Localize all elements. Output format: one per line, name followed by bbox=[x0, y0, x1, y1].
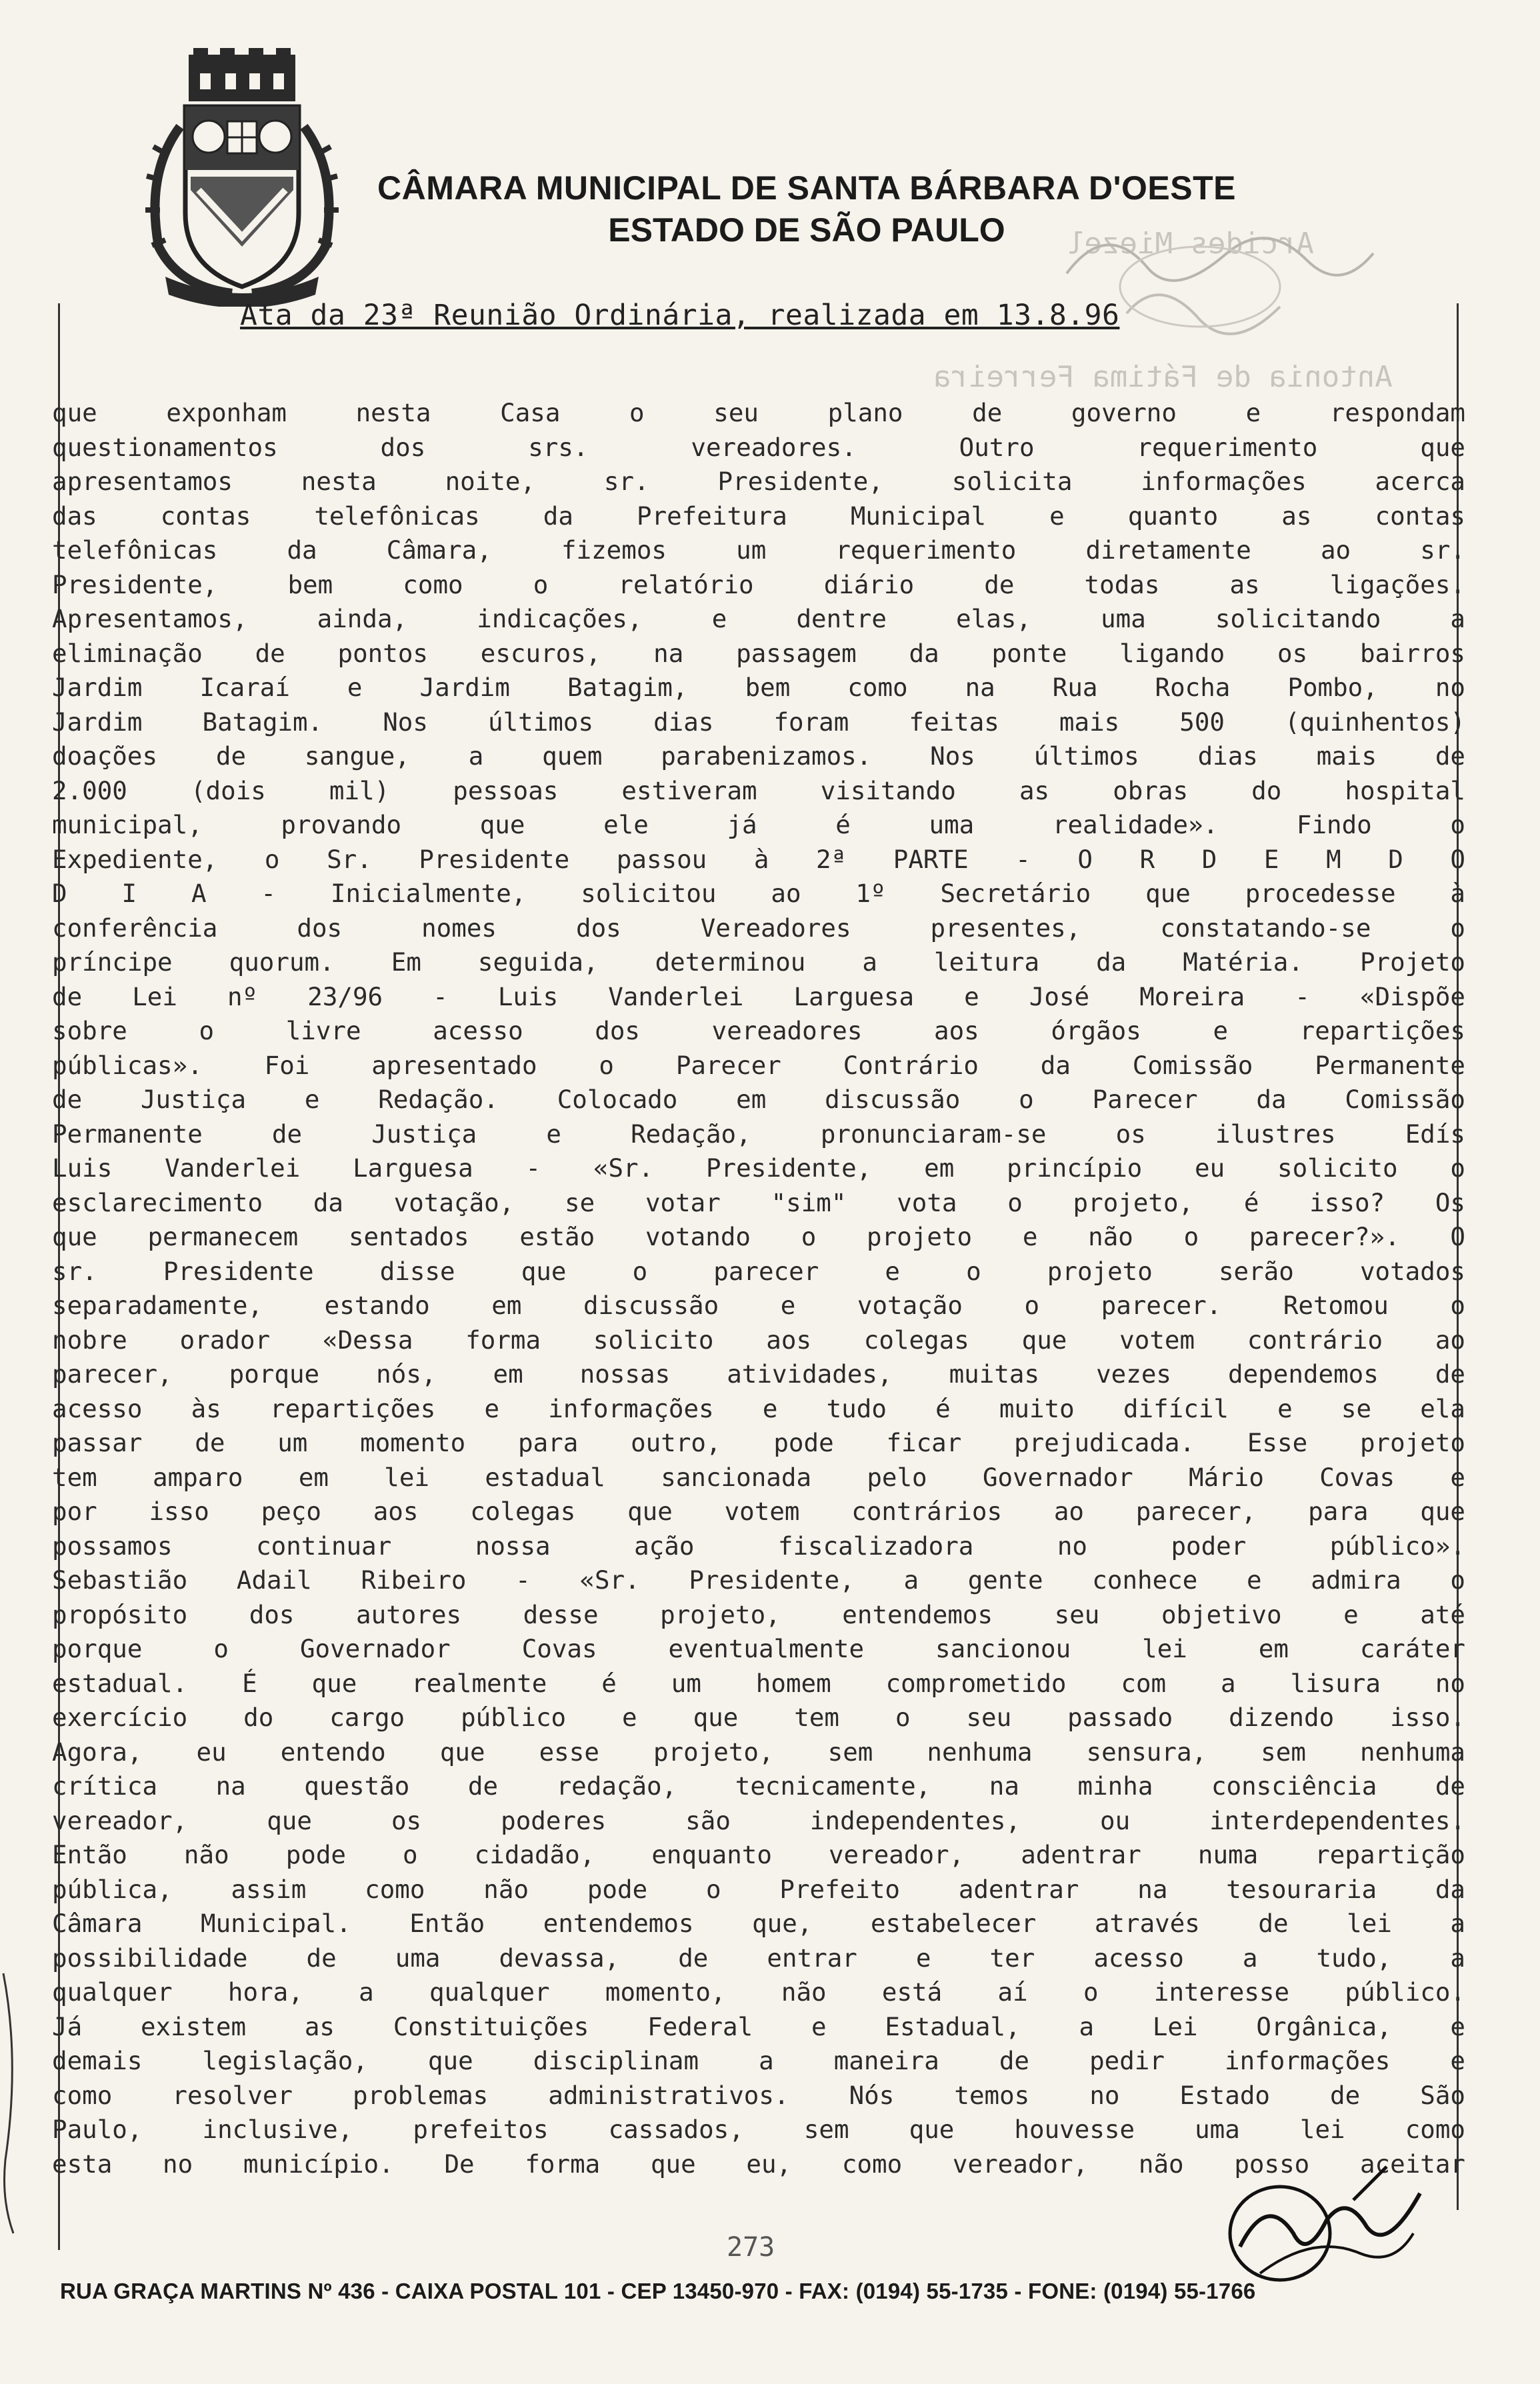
handwritten-signature bbox=[1027, 193, 1400, 393]
text-line: 2.000 (dois mil) pessoas estiveram visitando as obras do hospital bbox=[52, 775, 1465, 805]
text-line: questionamentos dos srs. vereadores. Outro requerimento que bbox=[52, 432, 1465, 462]
text-line: separadamente, estando em discussão e votação o parecer. Retomou o bbox=[52, 1291, 1465, 1320]
page-number: 273 bbox=[727, 2232, 775, 2263]
text-line: passar de um momento para outro, pode ficar prejudicada. Esse projeto bbox=[52, 1428, 1465, 1457]
text-line: Permanente de Justiça e Redação, pronunciaram-se os ilustres Edís bbox=[52, 1119, 1465, 1149]
text-line: vereador, que os poderes são independentes, ou interdependentes. bbox=[52, 1805, 1465, 1835]
text-line: estadual. É que realmente é um homem comprometido com a lisura no bbox=[52, 1668, 1465, 1698]
text-line: exercício do cargo público e que tem o seu passado dizendo isso. bbox=[52, 1703, 1465, 1732]
text-line: de Lei nº 23/96 - Luis Vanderlei Larguesa e José Moreira - «Dispõe bbox=[52, 981, 1465, 1011]
text-line: municipal, provando que ele já é uma realidade». Findo o bbox=[52, 810, 1465, 839]
text-line: Expediente, o Sr. Presidente passou à 2ª PARTE - O R D E M D O bbox=[52, 844, 1465, 874]
text-line: Apresentamos, ainda, indicações, e dentre elas, uma solicitando a bbox=[52, 604, 1465, 633]
text-line: propósito dos autores desse projeto, entendemos seu objetivo e até bbox=[52, 1599, 1465, 1629]
text-line: doações de sangue, a quem parabenizamos. Nos últimos dias mais de bbox=[52, 741, 1465, 771]
text-line: Câmara Municipal. Então entendemos que, estabelecer através de lei a bbox=[52, 1909, 1465, 1938]
text-line: possibilidade de uma devassa, de entrar e ter acesso a tudo, a bbox=[52, 1943, 1465, 1973]
text-line: Presidente, bem como o relatório diário de todas as ligações. bbox=[52, 569, 1465, 599]
text-line: Luis Vanderlei Larguesa - «Sr. Presidente, em princípio eu solicito o bbox=[52, 1153, 1465, 1183]
text-line: Paulo, inclusive, prefeitos cassados, sem que houvesse uma lei como bbox=[52, 2115, 1465, 2144]
text-line: apresentamos nesta noite, sr. Presidente, solicita informações acerca bbox=[52, 467, 1465, 496]
text-line: crítica na questão de redação, tecnicamente, na minha consciência de bbox=[52, 1771, 1465, 1801]
text-line: nobre orador «Dessa forma solicito aos colegas que votem contrário ao bbox=[52, 1325, 1465, 1355]
text-line: pública, assim como não pode o Prefeito adentrar na tesouraria da bbox=[52, 1874, 1465, 1904]
text-line: como resolver problemas administrativos. Nós temos no Estado de São bbox=[52, 2080, 1465, 2110]
text-line: públicas». Foi apresentado o Parecer Contrário da Comissão Permanente bbox=[52, 1050, 1465, 1080]
text-line: acesso às repartições e informações e tudo é muito difícil e se ela bbox=[52, 1393, 1465, 1423]
text-line: eliminação de pontos escuros, na passagem da ponte ligando os bairros bbox=[52, 638, 1465, 668]
text-line: Agora, eu entendo que esse projeto, sem nenhuma sensura, sem nenhuma bbox=[52, 1737, 1465, 1767]
text-line: D I A - Inicialmente, solicitou ao 1º Secretário que procedesse à bbox=[52, 879, 1465, 908]
text-line: Sebastião Adail Ribeiro - «Sr. Presidente, a gente conhece e admira o bbox=[52, 1565, 1465, 1595]
institution-name: CÂMARA MUNICIPAL DE SANTA BÁRBARA D'OESTE bbox=[377, 169, 1236, 207]
text-line: telefônicas da Câmara, fizemos um requerimento diretamente ao sr. bbox=[52, 535, 1465, 565]
text-line: Já existem as Constituições Federal e Estadual, a Lei Orgânica, e bbox=[52, 2011, 1465, 2041]
text-line: por isso peço aos colegas que votem contrários ao parecer, para que bbox=[52, 1497, 1465, 1526]
bleed-through-text: Antonia de Fátima Ferreira bbox=[933, 360, 1393, 394]
text-line: Então não pode o cidadão, enquanto vereador, adentrar numa repartição bbox=[52, 1840, 1465, 1869]
text-line: de Justiça e Redação. Colocado em discussão o Parecer da Comissão bbox=[52, 1085, 1465, 1114]
text-line: esta no município. De forma que eu, como vereador, não posso aceitar bbox=[52, 2149, 1465, 2179]
text-line: que permanecem sentados estão votando o projeto e não o parecer?». O bbox=[52, 1222, 1465, 1251]
minutes-text bbox=[52, 396, 1465, 2181]
text-line: das contas telefônicas da Prefeitura Municipal e quanto as contas bbox=[52, 501, 1465, 531]
margin-pen-mark bbox=[0, 1960, 27, 2240]
text-line: qualquer hora, a qualquer momento, não está aí o interesse público. bbox=[52, 1977, 1465, 2007]
text-line: sr. Presidente disse que o parecer e o projeto serão votados bbox=[52, 1256, 1465, 1286]
text-line: parecer, porque nós, em nossas atividades, muitas vezes dependemos de bbox=[52, 1359, 1465, 1389]
text-line: sobre o livre acesso dos vereadores aos órgãos e repartições bbox=[52, 1016, 1465, 1045]
text-line: príncipe quorum. Em seguida, determinou a leitura da Matéria. Projeto bbox=[52, 947, 1465, 977]
document-title: Ata da 23ª Reunião Ordinária, realizada em 13.8.96 bbox=[240, 299, 1120, 332]
coat-of-arms-logo bbox=[139, 47, 345, 307]
footer-address: RUA GRAÇA MARTINS Nº 436 - CAIXA POSTAL 101 - CEP 13450-970 - FAX: (0194) 55-1735 - FONE: (0194) 55-1766 bbox=[60, 2279, 1256, 2303]
text-line: esclarecimento da votação, se votar "sim" vota o projeto, é isso? Os bbox=[52, 1187, 1465, 1217]
text-line: tem amparo em lei estadual sancionada pelo Governador Mário Covas e bbox=[52, 1462, 1465, 1492]
text-line: conferência dos nomes dos Vereadores presentes, constatando-se o bbox=[52, 913, 1465, 943]
text-line: possamos continuar nossa ação fiscalizadora no poder público». bbox=[52, 1531, 1465, 1561]
text-line: porque o Governador Covas eventualmente sancionou lei em caráter bbox=[52, 1634, 1465, 1663]
text-line: Jardim Batagim. Nos últimos dias foram feitas mais 500 (quinhentos) bbox=[52, 707, 1465, 737]
handwritten-signature bbox=[1193, 2153, 1447, 2293]
text-line: que exponham nesta Casa o seu plano de governo e respondam bbox=[52, 398, 1465, 427]
bleed-through-text: Arcides Miezel bbox=[1067, 227, 1314, 261]
text-line: demais legislação, que disciplinam a maneira de pedir informações e bbox=[52, 2046, 1465, 2075]
text-line: Jardim Icaraí e Jardim Batagim, bem como na Rua Rocha Pombo, no bbox=[52, 673, 1465, 702]
state-name: ESTADO DE SÃO PAULO bbox=[608, 211, 1005, 249]
